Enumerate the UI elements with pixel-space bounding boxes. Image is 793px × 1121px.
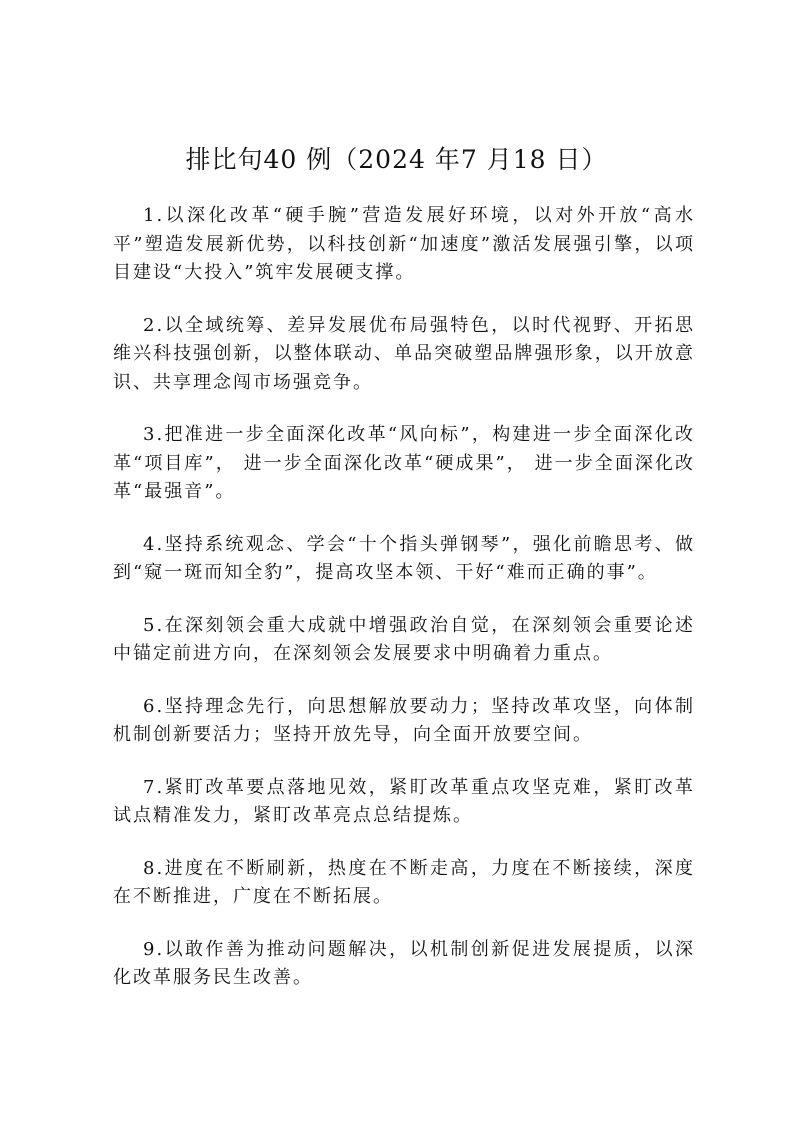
paragraph-8: 8.进度在不断刷新，热度在不断走高，力度在不断接续，深度在不断推进，广度在不断拓展。 [113, 857, 695, 907]
paragraph-6: 6.坚持理念先行，向思想解放要动力；坚持改革攻坚，向体制机制创新要活力；坚持开放先导，向全面开放要空间。 [113, 695, 695, 745]
paragraph-1: 1.以深化改革“硬手腕”营造发展好环境，以对外开放“高水平”塑造发展新优势，以科技创新“加速度”激活发展强引擎，以项目建设“大投入”筑牢发展硬支撑。 [113, 205, 695, 283]
paragraph-9: 9.以敢作善为推动问题解决，以机制创新促进发展提质，以深化改革服务民生改善。 [113, 938, 695, 988]
paragraph-4: 4.坚持系统观念、学会“十个指头弹钢琴”，强化前瞻思考、做到“窥一斑而知全豹”，提高攻坚本领、干好“难而正确的事”。 [113, 533, 695, 583]
document-body [113, 202, 695, 1017]
paragraph-3: 3.把准进一步全面深化改革“风向标”，构建进一步全面深化改革“项目库”， 进一步全面深化改革“硬成果”， 进一步全面深化改革“最强音”。 [113, 424, 695, 502]
paragraph-5: 5.在深刻领会重大成就中增强政治自觉，在深刻领会重要论述中锚定前进方向，在深刻领会发展要求中明确着力重点。 [113, 614, 695, 664]
document-title: 排比句40 例（2024 年7 月18 日） [185, 145, 608, 174]
paragraph-7: 7.紧盯改革要点落地见效，紧盯改革重点攻坚克难，紧盯改革试点精准发力，紧盯改革亮点总结提炼。 [113, 776, 695, 826]
paragraph-2: 2.以全域统筹、差异发展优布局强特色，以时代视野、开拓思维兴科技强创新，以整体联动、单品突破塑品牌强形象，以开放意识、共享理念闯市场强竞争。 [113, 314, 695, 393]
